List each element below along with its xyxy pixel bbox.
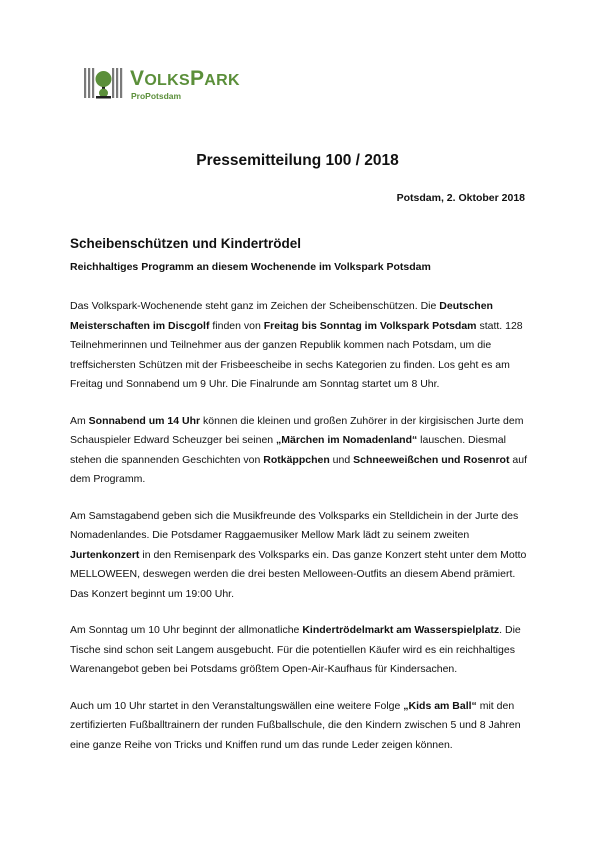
volkspark-tree-icon [83, 66, 125, 102]
volkspark-logo [83, 66, 253, 106]
text-run: und [329, 453, 354, 466]
text-run: mit den zertifizierten Fußballtrainern der runden Fußballschule, die den Kindern zwischen 5 und 8 Jahren eine ganze Reihe von Tricks und Kniffen rund um das runde Leder zeigen können. [70, 699, 521, 751]
article-body [70, 297, 528, 772]
text-run: lauschen. Diesmal stehen die spannenden Geschichten von [70, 434, 506, 466]
paragraph-troedelmarkt [70, 621, 528, 680]
text-run: Am Samstagabend geben sich die Musikfreunde des Volksparks ein Stelldichein in der Jurte des Nomadenlandes. Die Potsdamer Raggaemusiker Mellow Mark lädt zu seinem zweiten [70, 509, 519, 541]
emphasis-run: „Märchen im Nomadenland“ [276, 434, 418, 446]
article-headline: Scheibenschützen und Kindertrödel [70, 236, 302, 251]
text-run: Das Volkspark-Wochenende steht ganz im Zeichen der Scheibenschützen. Die [70, 300, 440, 312]
article-subheadline: Reichhaltiges Programm an diesem Wochenende im Volkspark Potsdam [70, 261, 431, 273]
logo-brand-v: V [130, 67, 145, 90]
logo-subtitle: ProPotsdam [131, 91, 182, 101]
emphasis-run: Jurtenkonzert [70, 548, 140, 561]
paragraph-jurtenkonzert [70, 507, 528, 605]
emphasis-run: Kindertrödelmarkt am Wasserspielplatz [302, 624, 500, 636]
emphasis-run: Freitag bis Sonntag im Volkspark Potsdam [263, 319, 477, 332]
text-run: statt. 128 Teilnehmerinnen und Teilnehmer aus der ganzen Republik kommen nach Potsdam, um die treffsichersten Schützen mit der Frisbeescheibe in sechs Kategorien zu finden. Los geht es am Freitag und Sonnabend um 9 Uhr. Die Finalrunde am Sonntag startet um 8 Uhr. [70, 319, 523, 390]
text-run: Auch um 10 Uhr startet in den Veranstaltungswällen eine weitere Folge [70, 699, 404, 712]
emphasis-run: Deutschen Meisterschaften im Discgolf [70, 300, 493, 332]
logo-brand-olks: OLKS [144, 72, 190, 89]
emphasis-run: Sonnabend um 14 Uhr [88, 414, 201, 427]
text-run: auf dem Programm. [70, 453, 527, 485]
paragraph-kids-am-ball [70, 697, 528, 756]
logo-brand-p: P [189, 67, 205, 90]
logo-brand-ark: ARK [204, 72, 240, 89]
text-run: finden von [209, 319, 264, 332]
logo-brand-text [130, 68, 240, 92]
paragraph-maerchen [70, 412, 528, 490]
paragraph-discgolf [70, 297, 528, 395]
emphasis-run: Rotkäppchen [263, 453, 330, 466]
text-run: Am [70, 414, 89, 427]
press-release-date: Potsdam, 2. Oktober 2018 [396, 192, 525, 204]
text-run: . Die Tische sind schon seit Langem ausgebucht. Für die potentiellen Käufer wird es ein reichhaltiges Warenangebot geben bei Potsdams größtem Open-Air-Kaufhaus für Kindersachen. [70, 624, 521, 675]
press-release-title: Pressemitteilung 100 / 2018 [196, 152, 399, 169]
emphasis-run: Schneeweißchen und Rosenrot [353, 453, 510, 466]
text-run: können die kleinen und großen Zuhörer in der kirgisischen Jurte dem Schauspieler Edward Scheuzger bei seinen [70, 414, 524, 446]
text-run: Am Sonntag um 10 Uhr beginnt der allmonatliche [70, 624, 303, 636]
emphasis-run: „Kids am Ball“ [403, 699, 477, 712]
text-run: in den Remisenpark des Volksparks ein. Das ganze Konzert steht unter dem Motto MELLOWEEN, deswegen werden die drei besten Melloween-Outfits an diesem Abend prämiert. Das Konzert beginnt um 19:00 Uhr. [70, 548, 527, 600]
